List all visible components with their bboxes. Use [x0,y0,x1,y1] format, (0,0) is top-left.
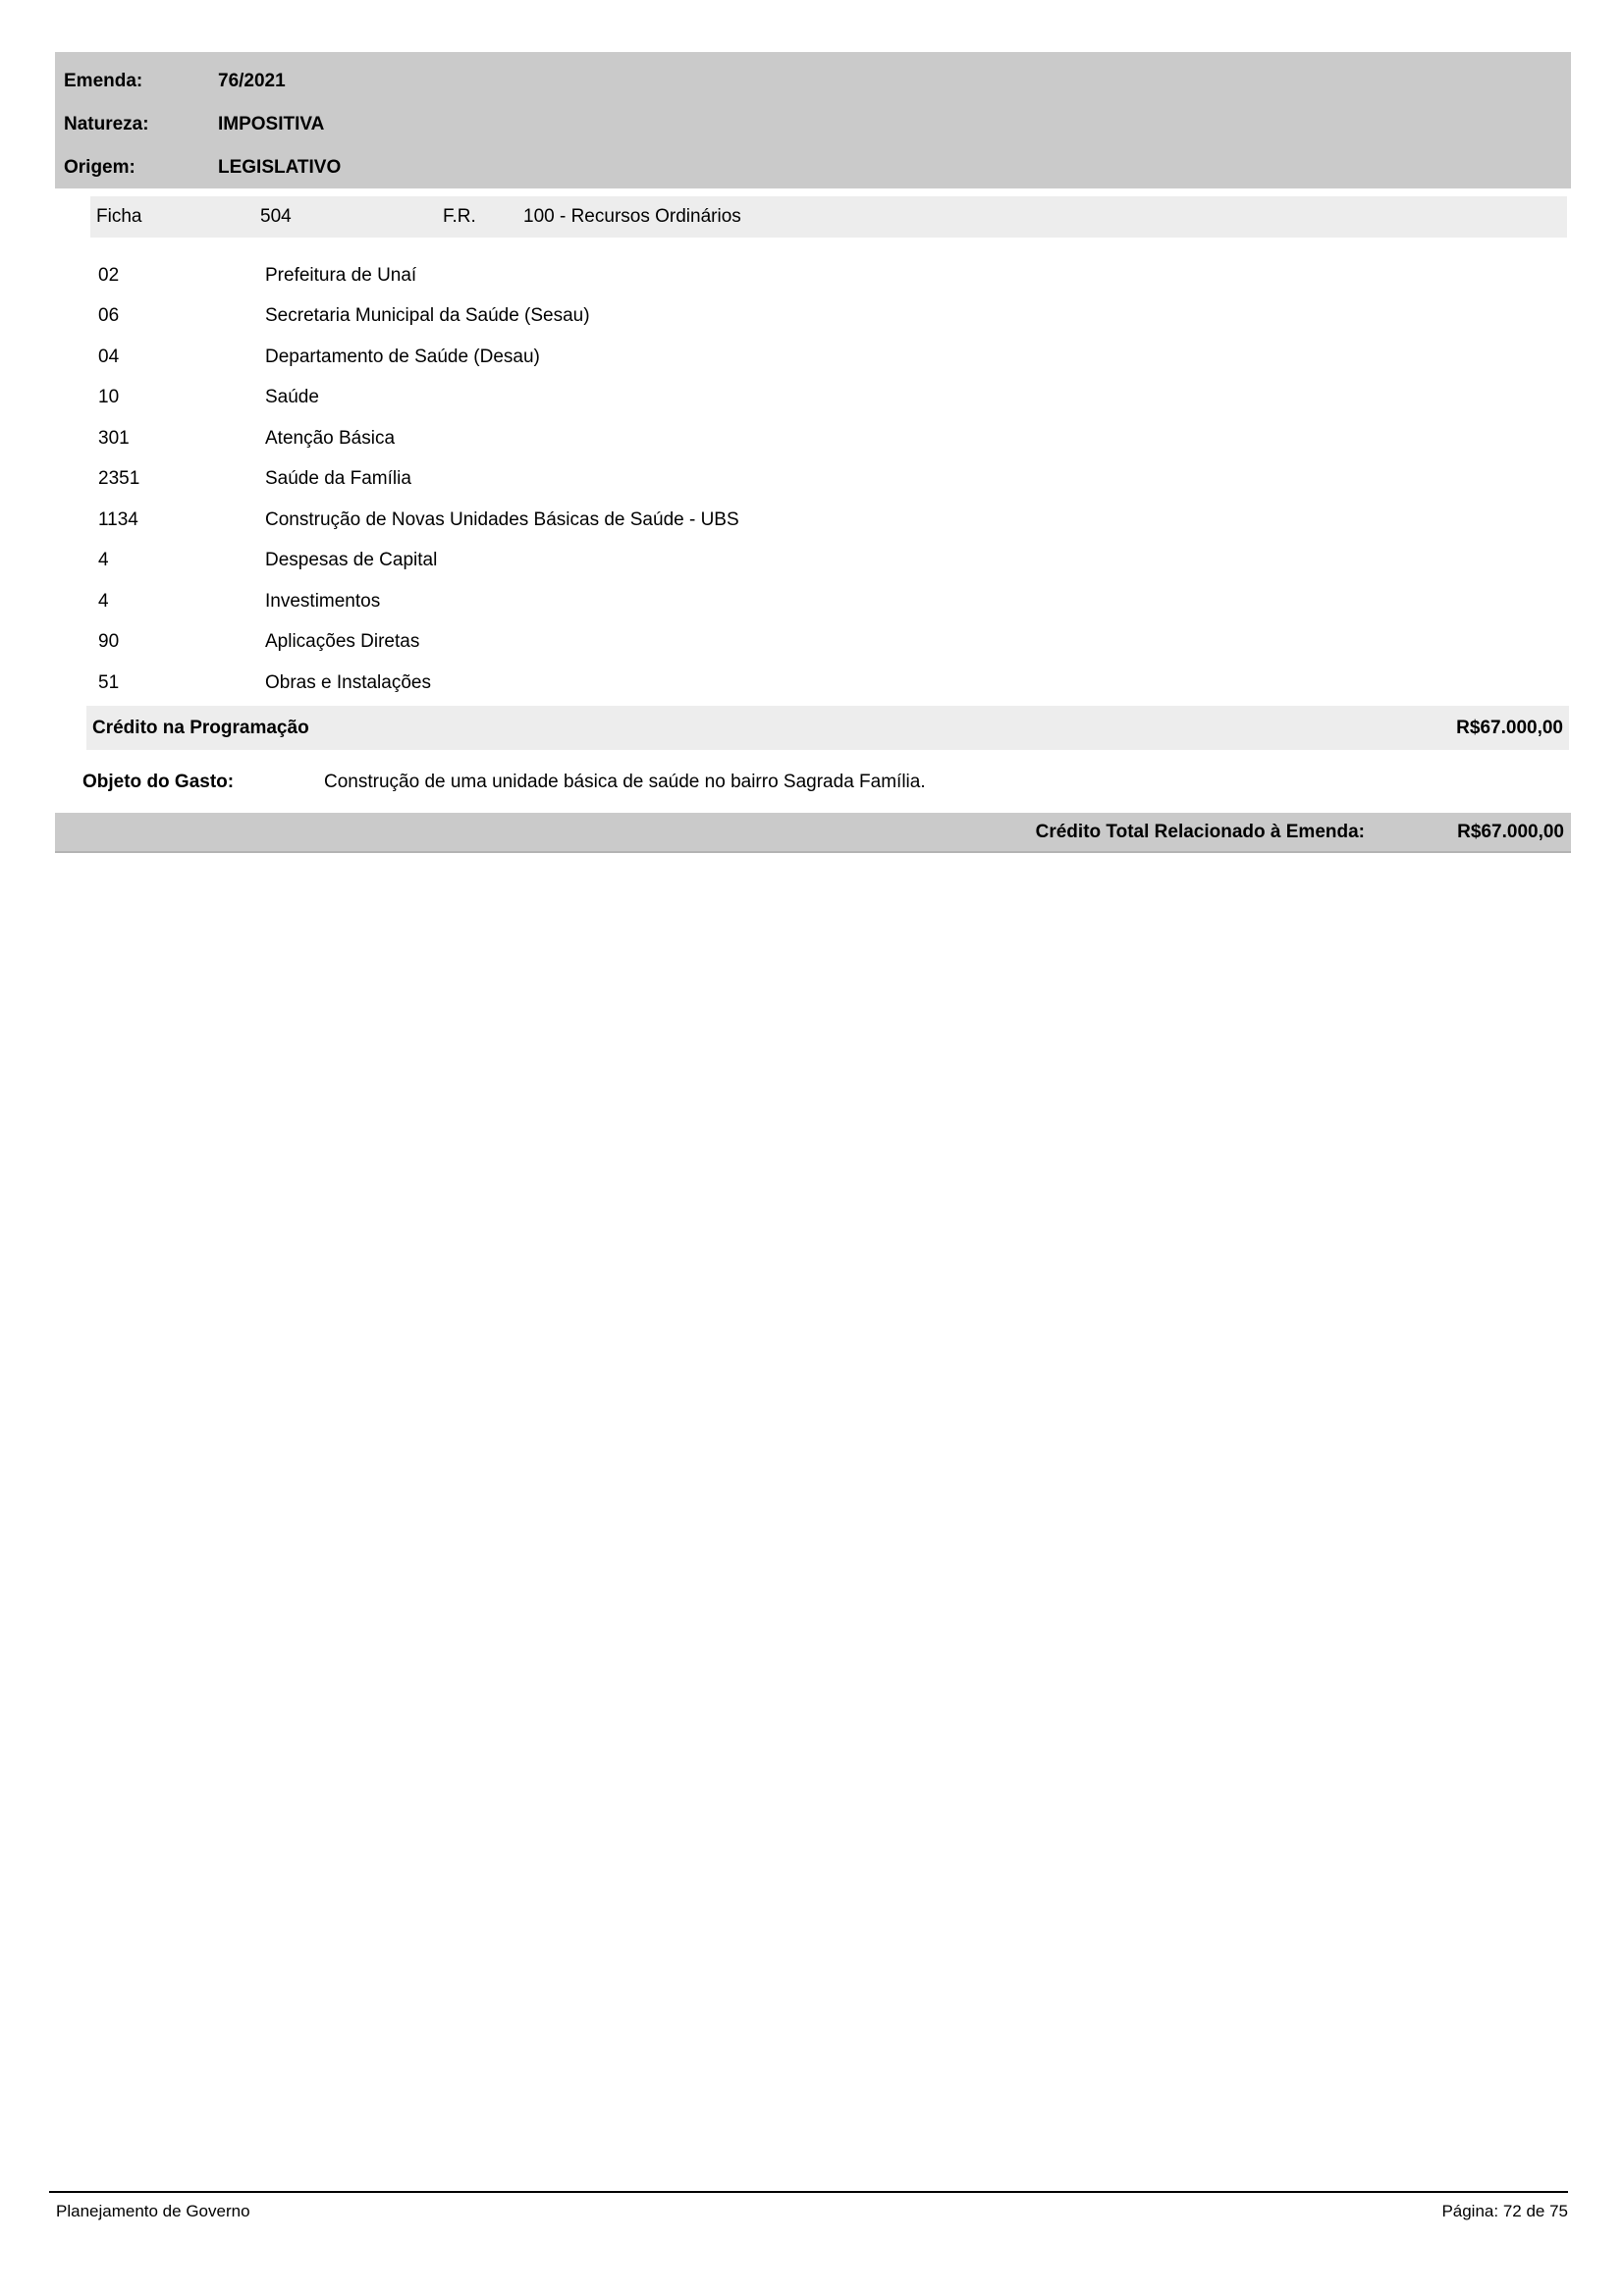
natureza-value: IMPOSITIVA [218,114,325,134]
classification-code: 1134 [98,508,138,530]
ficha-number: 504 [260,206,292,227]
classification-row [98,500,739,541]
objeto-gasto-row [82,772,1569,793]
funding-source-label: F.R. [443,206,476,227]
classification-code: 4 [98,550,109,571]
classification-description: Despesas de Capital [265,550,438,571]
emenda-value: 76/2021 [218,71,286,91]
footer-report-name: Planejamento de Governo [56,2202,250,2220]
credit-total-label: Crédito Total Relacionado à Emenda: [1035,821,1365,842]
ficha-label: Ficha [96,206,142,227]
classification-description: Construção de Novas Unidades Básicas de Saúde - UBS [265,508,739,530]
classification-description: Obras e Instalações [265,671,431,693]
classification-code: 51 [98,671,120,693]
classification-row [98,581,739,622]
credit-programacao-row [86,706,1569,750]
credit-programacao-label: Crédito na Programação [92,717,309,738]
emenda-label: Emenda: [64,71,143,91]
classification-description: Departamento de Saúde (Desau) [265,346,540,367]
classification-code: 04 [98,346,120,367]
funding-source-value: 100 - Recursos Ordinários [523,206,741,227]
classification-row [98,378,739,419]
classification-description: Saúde da Família [265,468,411,490]
classification-code: 10 [98,387,120,408]
classification-code: 4 [98,590,109,612]
origem-label: Origem: [64,157,135,178]
objeto-gasto-value: Construção de uma unidade básica de saúde no bairro Sagrada Família. [324,772,926,792]
classification-description: Saúde [265,387,319,408]
classification-code: 90 [98,631,120,653]
classification-list [98,255,739,704]
classification-code: 02 [98,264,120,286]
origem-value: LEGISLATIVO [218,157,342,178]
classification-row [98,296,739,338]
objeto-gasto-label: Objeto do Gasto: [82,772,235,792]
classification-code: 301 [98,427,130,449]
credit-total-row [55,813,1571,853]
ficha-row [90,196,1567,238]
classification-description: Atenção Básica [265,427,396,449]
classification-row [98,459,739,501]
classification-description: Prefeitura de Unaí [265,264,417,286]
natureza-label: Natureza: [64,114,149,134]
footer-page-number: Página: 72 de 75 [1441,2202,1568,2220]
header-row-natureza [55,103,1571,146]
classification-code: 06 [98,305,120,327]
classification-code: 2351 [98,468,140,490]
classification-row [98,622,739,664]
classification-row [98,663,739,704]
classification-row [98,541,739,582]
header-row-emenda [55,60,1571,103]
classification-description: Secretaria Municipal da Saúde (Sesau) [265,305,590,327]
classification-row [98,418,739,459]
classification-row [98,255,739,296]
header-row-origem [55,146,1571,189]
page-footer [49,2191,1568,2221]
classification-row [98,337,739,378]
credit-programacao-value: R$67.000,00 [1456,717,1563,738]
emenda-header-block [55,52,1571,188]
classification-description: Investimentos [265,590,381,612]
classification-description: Aplicações Diretas [265,631,420,653]
credit-total-value: R$67.000,00 [1457,821,1564,842]
